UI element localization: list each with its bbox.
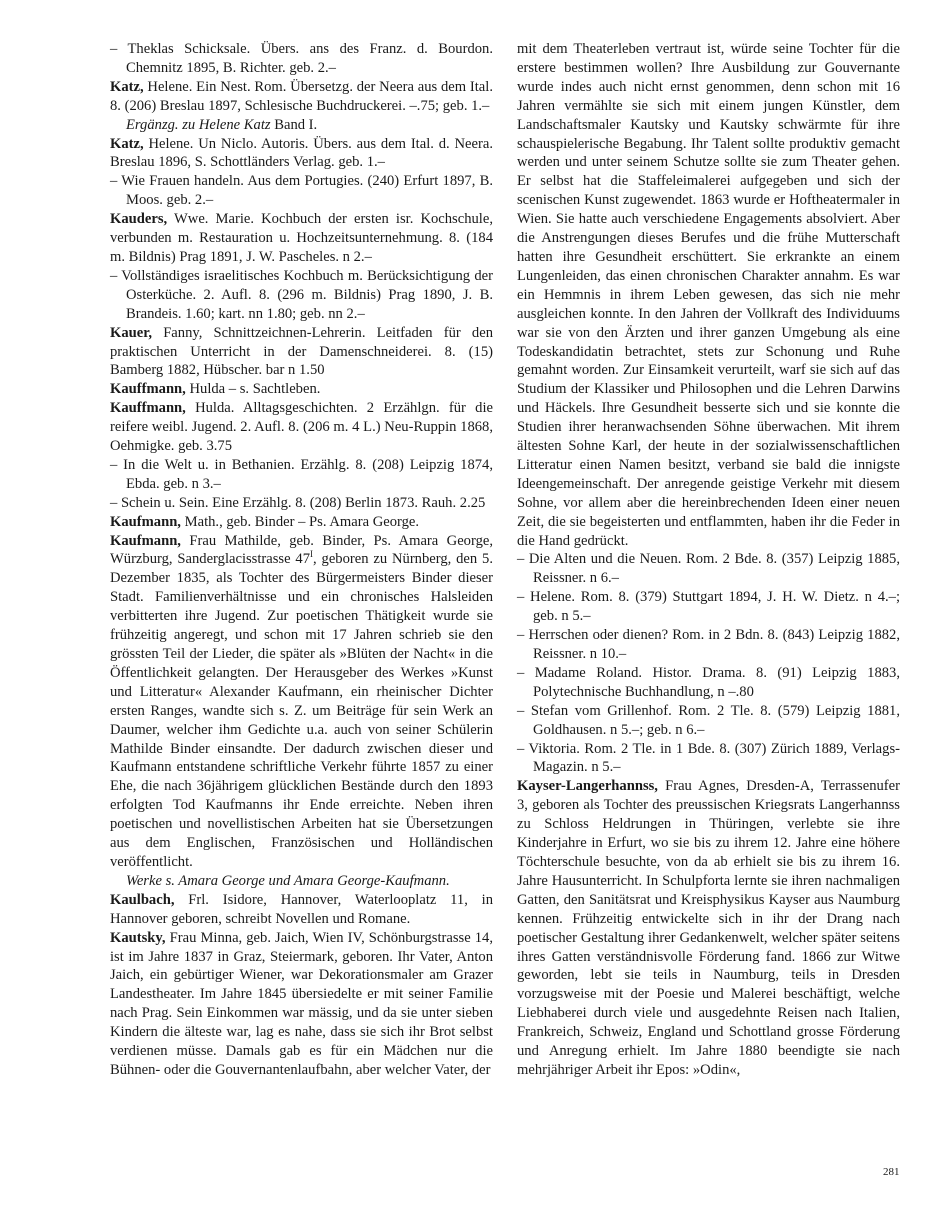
- entry-text: Frau Minna, geb. Jaich, Wien IV, Schönburgstrasse 14, ist im Jahre 1837 in Graz, Steiermark, geboren. Ihr Vater, Anton Jaich, ein gebürtiger Wiener, war Dekorationsmaler am Grazer Landestheater. Im Jahre 1845 übersiedelte er mit seiner Familie nach Prag. Sein Einkommen war mässig, und da sie unter sieben Kindern die älteste war, lag es nahe, dass sie sich ihr Brot selbst verdienen müsse. Damals gab es für ein Mädchen nur die Bühnen- oder die Gouvernantenlaufbahn, aber welcher Vater, der: [110, 929, 493, 1078]
- bibliography-entry: [110, 135, 493, 173]
- entry-text: Frau Agnes, Dresden-A, Terrassenufer 3, geboren als Tochter des preussischen Kriegsrats Langerhannss zu Schloss Heldrungen in Thüringen, verlebte sie ihre Kinderjahre in Erfurt, wo sie bis zu ihrem 12. Jahre eine höhere Töchterschule besuchte, von da ab erhielt sie bis zu ihrem 16. Jahre Hausunterricht. In Schulpforta lernte sie ihren nachmaligen Gatten, den Sanitätsrat und Kreisphysikus Kayser aus Naumburg kennen. Frühzeitig entwickelte sich in ihr der Drang nach poetischer Gestaltung ihrer Gedankenwelt, welcher später seitens ihres Gatten verständnisvolle Förderung fand. 1866 zur Witwe geworden, lebt sie teils in Naumburg, teils in Dresden vorzugsweise mit der Poesie und Malerei beschäftigt, welche Liebhaberei durch viele und ausgedehnte Reisen nach Italien, Frankreich, Schweiz, England und Schottland grosse Förderung und Anregung erhielt. Im Jahre 1880 beendigte sie nach mehrjähriger Arbeit ihr Epos: »Odin«,: [517, 778, 900, 1078]
- sub-entry-text: – Helene. Rom. 8. (379) Stuttgart 1894, J. H. W. Dietz. n 4.–; geb. n 5.–: [517, 589, 900, 625]
- entry-superscript: I: [310, 549, 314, 560]
- cross-reference-note: [110, 116, 493, 135]
- bibliography-entry: [110, 78, 493, 116]
- bibliography-entry: [110, 929, 493, 1080]
- sub-entry: [517, 664, 900, 702]
- sub-entry: [517, 626, 900, 664]
- sub-entry: [517, 702, 900, 740]
- bibliography-entry: [517, 777, 900, 1080]
- right-column: [517, 40, 900, 1080]
- bibliography-entry: [110, 210, 493, 267]
- entry-text: Fanny, Schnittzeichnen-Lehrerin. Leitfaden für den praktischen Unterricht in der Damenschneiderei. 8. (15) Bamberg 1882, Hübscher. bar n 1.50: [110, 324, 493, 379]
- page-number: 281: [883, 1166, 900, 1178]
- entry-text: Frau Mathilde, geb. Binder, Ps. Amara George, Würzburg, Sanderglacisstrasse 47: [110, 532, 493, 568]
- entry-author: Kautsky,: [110, 929, 166, 946]
- entry-text: Helene. Un Niclo. Autoris. Übers. aus dem Ital. d. Neera. Breslau 1896, S. Schottländers Verlag. geb. 1.–: [110, 135, 493, 171]
- sub-entry: [110, 172, 493, 210]
- entry-author: Katz,: [110, 135, 144, 152]
- sub-entry-text: – Schein u. Sein. Eine Erzählg. 8. (208) Berlin 1873. Rauh. 2.25: [110, 494, 486, 511]
- sub-entry-text: – Vollständiges israelitisches Kochbuch m. Berücksichtigung der Osterküche. 2. Aufl. 8. (296 m. Bildnis) Prag 1890, J. B. Brandeis. 1.60; kart. nn 1.80; geb. nn 2.–: [110, 267, 493, 322]
- note-text: Werke s. Amara George und Amara George-Kaufmann.: [126, 872, 450, 889]
- sub-entry-text: – Viktoria. Rom. 2 Tle. in 1 Bde. 8. (307) Zürich 1889, Verlags-Magazin. n 5.–: [517, 740, 900, 776]
- bibliography-entry: [110, 380, 493, 399]
- sub-entry: [517, 740, 900, 778]
- cross-reference-note: [110, 872, 493, 891]
- note-text: Ergänzg. zu Helene Katz: [126, 116, 271, 133]
- sub-entry-text: – Die Alten und die Neuen. Rom. 2 Bde. 8. (357) Leipzig 1885, Reissner. n 6.–: [517, 551, 900, 587]
- sub-entry: [110, 494, 493, 513]
- entry-text: Math., geb. Binder – Ps. Amara George.: [180, 513, 420, 530]
- continued-text-body: mit dem Theaterleben vertraut ist, würde seine Tochter für die erstere bestimmen wollen? Ihre Ausbildung zur Gouvernante wurde indes auch nicht ernst genommen, denn schon mit 16 Jahren vermählte sie sich mit einem jungen Künstler, dem Landschaftsmaler Kautsky und Kautsky schwärmte für ihre schauspielerische Begabung. Ihr Talent sollte produktiv gemacht werden und unter seinem Schutze sollte sie zum Theater gehen. Er selbst hat die Staffeleimalerei aufgegeben und sich der scenischen Kunst zugewendet. 1863 wurde er Hoftheatermaler in Wien. Sie hatte auch verschiedene Engagements absolviert. Aber die Anstrengungen dieses Berufes und die frühe Mutterschaft hatten ihre Gesundheit erschüttert. Sie erkrankte an einem Lungenleiden, das einen chronischen Charakter annahm. Es war ein Hemmnis in ihrem Leben gewesen, das sich nie mehr ausgleichen konnte. In den Jahren der Vollkraft des Individuums war sie von den Ärzten und ihrer ganzen Umgebung als eine Todeskandidatin betrachtet, stets zur Schonung und Ruhe gemahnt worden. Zur Einsamkeit verurteilt, warf sie sich auf das Studium der Klassiker und Philosophen und die Lehren Darwins und Häckels. Ihre Gesundheit besserte sich und sie konnte die Studien ihrer heranwachsenden Söhne überwachen. Mit ihrem ältesten Sohne Karl, der heute in der sozialwissenschaftlichen Litteratur einen Namen besitzt, verband sie bald die innigste Ideengemeinschaft. Der anregende geistige Verkehr mit diesem Sohne, vor allem aber die hereinbrechenden Ideen einer neuen Zeit, die sie begeisterten und entflammten, haben ihr die Feder in die Hand gedrückt.: [517, 41, 900, 549]
- entry-text: Hulda – s. Sachtleben.: [185, 381, 321, 398]
- entry-author: Kayser-Langerhannss,: [517, 778, 658, 795]
- entry-author: Kaufmann,: [110, 532, 181, 549]
- bibliography-entry: [110, 399, 493, 456]
- sub-entry: [110, 40, 493, 78]
- bibliography-entry: [110, 513, 493, 532]
- sub-entry: [110, 267, 493, 324]
- entry-text: Hulda. Alltagsgeschichten. 2 Erzählgn. für die reifere weibl. Jugend. 2. Aufl. 8. (206 m. 4 L.) Neu-Ruppin 1868, Oehmigke. geb. 3.75: [110, 400, 493, 455]
- bibliography-entry: [110, 891, 493, 929]
- sub-entry-text: – Theklas Schicksale. Übers. ans des Franz. d. Bourdon. Chemnitz 1895, B. Richter. geb. 2.–: [110, 41, 493, 76]
- entry-text: Helene. Ein Nest. Rom. Übersetzg. der Neera aus dem Ital. 8. (206) Breslau 1897, Schlesische Buchdruckerei. –.75; geb. 1.–: [110, 78, 493, 114]
- entry-author: Kauffmann,: [110, 381, 186, 398]
- entry-text: Frl. Isidore, Hannover, Waterlooplatz 11, in Hannover geboren, schreibt Novellen und Romane.: [110, 891, 493, 927]
- sub-entry: [517, 550, 900, 588]
- entry-text: Wwe. Marie. Kochbuch der ersten isr. Kochschule, verbunden m. Restauration u. Hochzeitsunternehmung. 8. (184 m. Bildnis) Prag 1891, J. W. Pascheles. n 2.–: [110, 211, 493, 265]
- bibliography-entry: [110, 532, 493, 872]
- sub-entry: [110, 456, 493, 494]
- entry-author: Kauffmann,: [110, 400, 186, 417]
- bibliography-entry: [110, 324, 493, 381]
- entry-author: Kaufmann,: [110, 513, 181, 530]
- sub-entry-text: – Stefan vom Grillenhof. Rom. 2 Tle. 8. (579) Leipzig 1881, Goldhausen. n 5.–; geb. n 6.–: [517, 702, 900, 738]
- continued-text: [517, 40, 900, 550]
- sub-entry-text: – Wie Frauen handeln. Aus dem Portugies. (240) Erfurt 1897, B. Moos. geb. 2.–: [110, 173, 493, 209]
- sub-entry-text: – Herrschen oder dienen? Rom. in 2 Bdn. 8. (843) Leipzig 1882, Reissner. n 10.–: [517, 627, 900, 662]
- entry-author: Kaulbach,: [110, 891, 175, 908]
- entry-text-continued: , geboren zu Nürnberg, den 5. Dezember 1835, als Tochter des Bürgermeisters Binder dieser Stadt. Familienverhältnisse und ein chronisches Halsleiden verbitterten ihre Jugend. Zur poetischen Thätigkeit wurde sie frühzeitig angeregt, und schon mit 17 Jahren schrieb sie den grössten Teil der Lieder, die später als »Blüten der Nacht« in die Öffentlichkeit gelangten. Der Herausgeber des Werkes »Kunst und Litteratur« Alexander Kaufmann, ein rheinischer Dichter ersten Ranges, wandte sich s. Z. um Beiträge für sein Werk an Daumer, welcher ihm Gedichte u.a. auch von seiner Schülerin Mathilde Binder einsandte. Der dadurch zwischen dieser und Kaufmann entstandene schriftliche Verkehr führte 1857 zu einer Ehe, die nach 36jährigem glücklichen Bestände durch den 1893 erfolgten Tod Kaufmanns ihr Ende erreichte. Neben ihren poetischen und novellistischen Arbeiten hat sie Übersetzungen aus dem Englischen, Französischen und Holländischen veröffentlicht.: [110, 551, 493, 870]
- sub-entry-text: – Madame Roland. Histor. Drama. 8. (91) Leipzig 1883, Polytechnische Buchhandlung, n –.80: [517, 664, 900, 700]
- entry-author: Kauders,: [110, 211, 168, 228]
- sub-entry: [517, 588, 900, 626]
- entry-author: Katz,: [110, 78, 144, 95]
- note-tail: Band I.: [270, 116, 318, 133]
- left-column: [110, 40, 493, 1080]
- entry-author: Kauer,: [110, 324, 153, 341]
- sub-entry-text: – In die Welt u. in Bethanien. Erzählg. 8. (208) Leipzig 1874, Ebda. geb. n 3.–: [110, 456, 493, 492]
